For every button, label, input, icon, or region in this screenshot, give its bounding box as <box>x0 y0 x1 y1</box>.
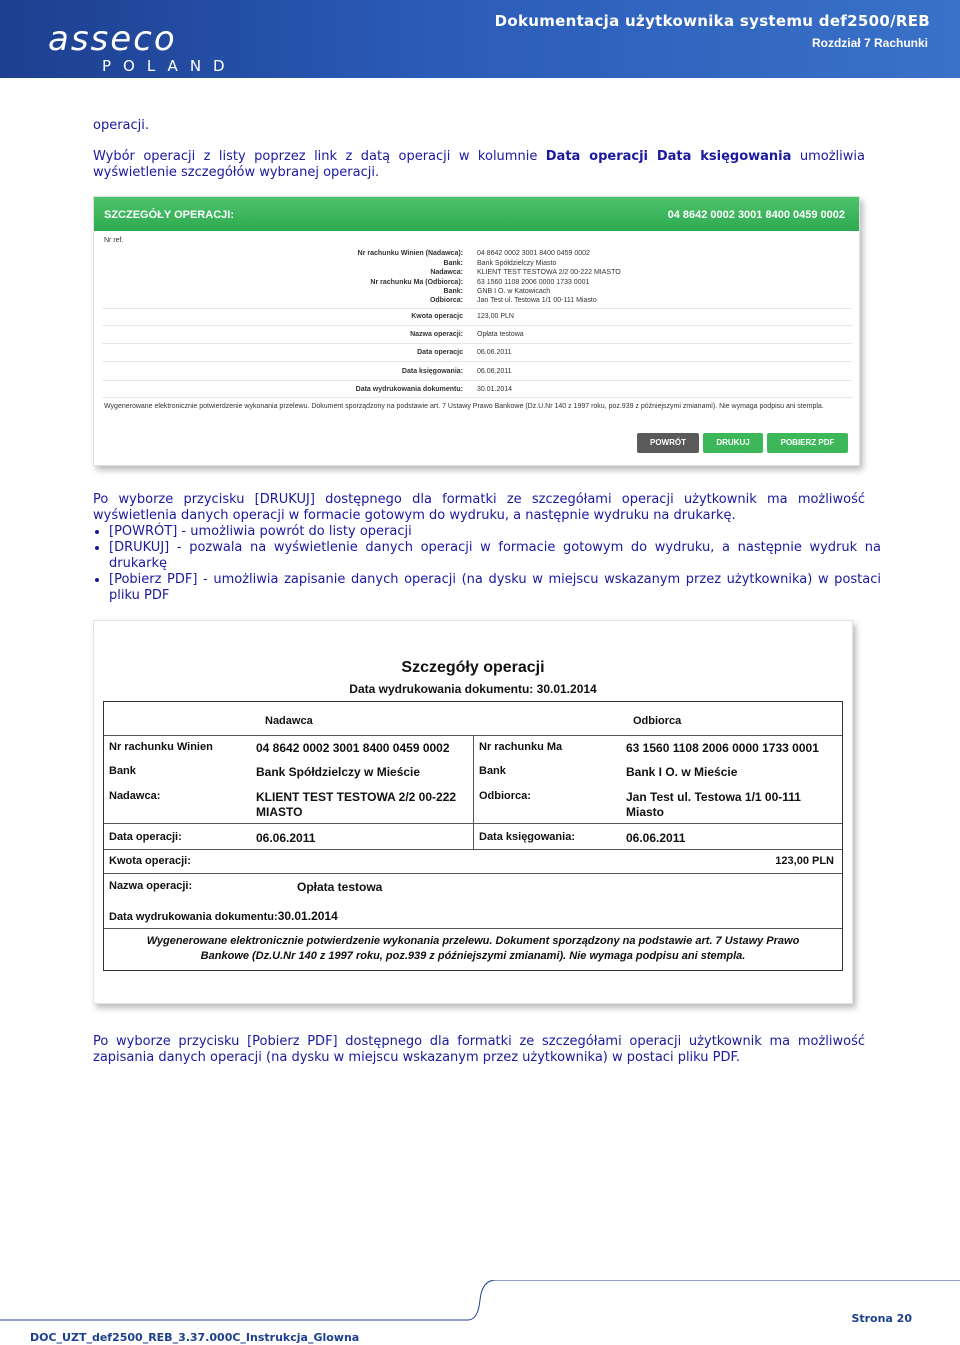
detail-value: KLIENT TEST TESTOWA 2/2 00-222 MIASTO <box>477 269 621 276</box>
detail-key: Nr rachunku Winien (Nadawca): <box>357 250 463 257</box>
divider <box>102 361 852 362</box>
detail-key: Bank: <box>443 288 463 295</box>
sender-name-label: Nadawca: <box>109 790 161 802</box>
recipient-name-line1: Jan Test ul. Testowa 1/1 00-111 <box>626 790 801 804</box>
detail-key: Data księgowania: <box>401 368 463 375</box>
print-note-line1: Wygenerowane elektronicznie potwierdzenie wykonania przelewu. Dokument sporządzony na podstawie art. 7 Ustawy Prawo <box>146 935 800 947</box>
back-button[interactable]: POWRÓT <box>637 433 699 453</box>
detail-value: 30.01.2014 <box>477 386 513 393</box>
detail-value: 63 1560 1108 2006 0000 1733 0001 <box>477 279 590 286</box>
detail-value: Jan Test ul. Testowa 1/1 00-111 Miasto <box>477 297 597 304</box>
detail-value: 04 8642 0002 3001 8400 0459 0002 <box>477 250 590 257</box>
list-item: • [Pobierz PDF] - umożliwia zapisanie danych operacji (na dysku w miejscu wskazanym przez użytkownika) w postaci pliku PDF <box>109 572 881 604</box>
details-screenshot <box>93 196 860 466</box>
op-name: Opłata testowa <box>297 880 383 894</box>
print-note <box>114 934 832 964</box>
detail-key: Nadawca: <box>430 269 463 276</box>
sender-account-label: Nr rachunku Winien <box>109 741 213 753</box>
divider <box>102 380 852 381</box>
detail-key: Kwota operacjc <box>411 313 463 320</box>
logo-word: asseco <box>48 19 177 59</box>
print-date-row <box>109 909 338 923</box>
sender-bank-label: Bank <box>109 765 136 777</box>
print-date-label: Data wydrukowania dokumentu: <box>349 682 534 696</box>
recipient-name-line2: Miasto <box>626 805 665 819</box>
amount: 123,00 PLN <box>775 855 834 867</box>
page-header <box>0 0 960 78</box>
detail-value: Opłata testowa <box>477 331 524 338</box>
detail-key: Nazwa operacji: <box>410 331 463 338</box>
recipient-account-label: Nr rachunku Ma <box>479 741 563 753</box>
p1-text-a: Wybór operacji z listy poprzez link z datą operacji w kolumnie <box>93 149 546 164</box>
recipient-bank: Bank I O. w Mieście <box>626 765 738 779</box>
print-button[interactable]: DRUKUJ <box>703 433 763 453</box>
print-table <box>103 701 843 971</box>
paragraph-0: operacji. <box>93 118 150 133</box>
detail-value: 123,00 PLN <box>477 313 514 320</box>
recipient-name-label: Odbiorca: <box>479 790 531 802</box>
download-pdf-button[interactable]: POBIERZ PDF <box>767 433 848 453</box>
sender-account: 04 8642 0002 3001 8400 0459 0002 <box>256 741 450 755</box>
p1-text-c: umożliwia wyświetlenie szczegółów wybranej operacji. <box>93 149 865 180</box>
p1-text-bold: Data operacji Data księgowania <box>545 149 792 164</box>
print-screenshot <box>93 620 853 1004</box>
details-note: Wygenerowane elektronicznie potwierdzenie wykonania przelewu. Dokument sporządzony na podstawie art. 7 Ustawy Prawo Bankowe (Dz.U.Nr 140 z 1997 roku, poz.939 z późniejszymi zmianami). Nie wymaga podpisu ani stempla. <box>104 403 824 410</box>
detail-value: Bank Spółdzielczy Miasto <box>477 260 557 267</box>
op-name-label: Nazwa operacji: <box>109 880 193 892</box>
divider <box>102 343 852 344</box>
table-line <box>104 928 842 929</box>
detail-key: Bank: <box>443 260 463 267</box>
paragraph-2: Po wyborze przycisku [DRUKUJ] dostępnego dla formatki ze szczegółami operacji użytkownik ma możliwość wyświetlenia danych operacji w formacie gotowym do wydruku, a następnie wydruku na drukarkę. <box>93 492 865 523</box>
print-title: Szczegóły operacji <box>401 659 545 676</box>
op-date-label: Data operacji: <box>109 831 182 843</box>
table-line <box>104 873 842 874</box>
sender-name-line1: KLIENT TEST TESTOWA 2/2 00-222 <box>256 790 457 804</box>
logo-sub: POLAND <box>102 57 237 75</box>
op-date: 06.06.2011 <box>256 831 316 845</box>
print-date-value: 30.01.2014 <box>536 682 597 696</box>
button-list <box>93 524 881 604</box>
table-line <box>104 849 842 850</box>
list-item: • [DRUKUJ] - pozwala na wyświetlenie danych operacji w formacie gotowym do wydruku, a następnie wydruk na drukarkę <box>109 540 881 572</box>
paragraph-1 <box>93 149 865 181</box>
divider <box>102 308 852 309</box>
booking-date: 06.06.2011 <box>626 831 686 845</box>
detail-key: Data wydrukowania dokumentu: <box>355 386 463 393</box>
divider <box>102 325 852 326</box>
recipient-bank-label: Bank <box>479 765 506 777</box>
details-account: 04 8642 0002 3001 8400 0459 0002 <box>667 209 845 221</box>
detail-key: Nr rachunku Ma (Odbiorca): <box>370 279 463 286</box>
detail-value: 06.06.2011 <box>477 368 512 375</box>
asseco-logo <box>48 19 237 75</box>
list-item: • [POWRÓT] - umożliwia powrót do listy operacji <box>109 524 881 540</box>
print-date-header <box>94 682 852 696</box>
details-title-bar <box>94 197 859 231</box>
recipient-account: 63 1560 1108 2006 0000 1733 0001 <box>626 741 819 755</box>
sender-header: Nadawca <box>265 715 313 727</box>
details-title: SZCZEGÓŁY OPERACJI: <box>104 209 234 221</box>
detail-value: GNB I O. w Katowicach <box>477 288 551 295</box>
print-note-line2: Bankowe (Dz.U.Nr 140 z 1997 roku, poz.939 z późniejszymi zmianami). Nie wymaga podpisu ani stempla. <box>200 950 746 962</box>
detail-key: Odbiorca: <box>429 297 463 304</box>
booking-date-label: Data księgowania: <box>479 831 575 843</box>
ref-label: Nr ref. <box>104 237 124 244</box>
print-date-label2: Data wydrukowania dokumentu: <box>109 911 278 923</box>
recipient-header: Odbiorca <box>633 715 682 727</box>
document-code: DOC_UZT_def2500_REB_3.37.000C_Instrukcja_Glowna <box>30 1331 360 1344</box>
print-date-value2: 30.01.2014 <box>277 909 338 923</box>
paragraph-3: Po wyborze przycisku [Pobierz PDF] dostępnego dla formatki ze szczegółami operacji użytkownik ma możliwość zapisania danych operacji (na dysku w miejscu wskazanym przez użytkownika) w postaci pliku PDF. <box>93 1034 865 1065</box>
sender-bank: Bank Spółdzielczy w Mieście <box>256 765 421 779</box>
table-line <box>104 823 842 824</box>
table-line <box>473 735 474 850</box>
sender-name-line2: MIASTO <box>256 805 303 819</box>
detail-value[interactable]: 06.06.2011 <box>477 349 512 356</box>
document-title: Dokumentacja użytkownika systemu def2500/REB <box>494 12 930 30</box>
detail-key: Data operacjc <box>417 349 463 356</box>
amount-label: Kwota operacji: <box>109 855 191 867</box>
divider <box>102 397 852 398</box>
page-number: Strona 20 <box>851 1312 912 1325</box>
chapter-title: Rozdział 7 Rachunki <box>811 36 928 50</box>
